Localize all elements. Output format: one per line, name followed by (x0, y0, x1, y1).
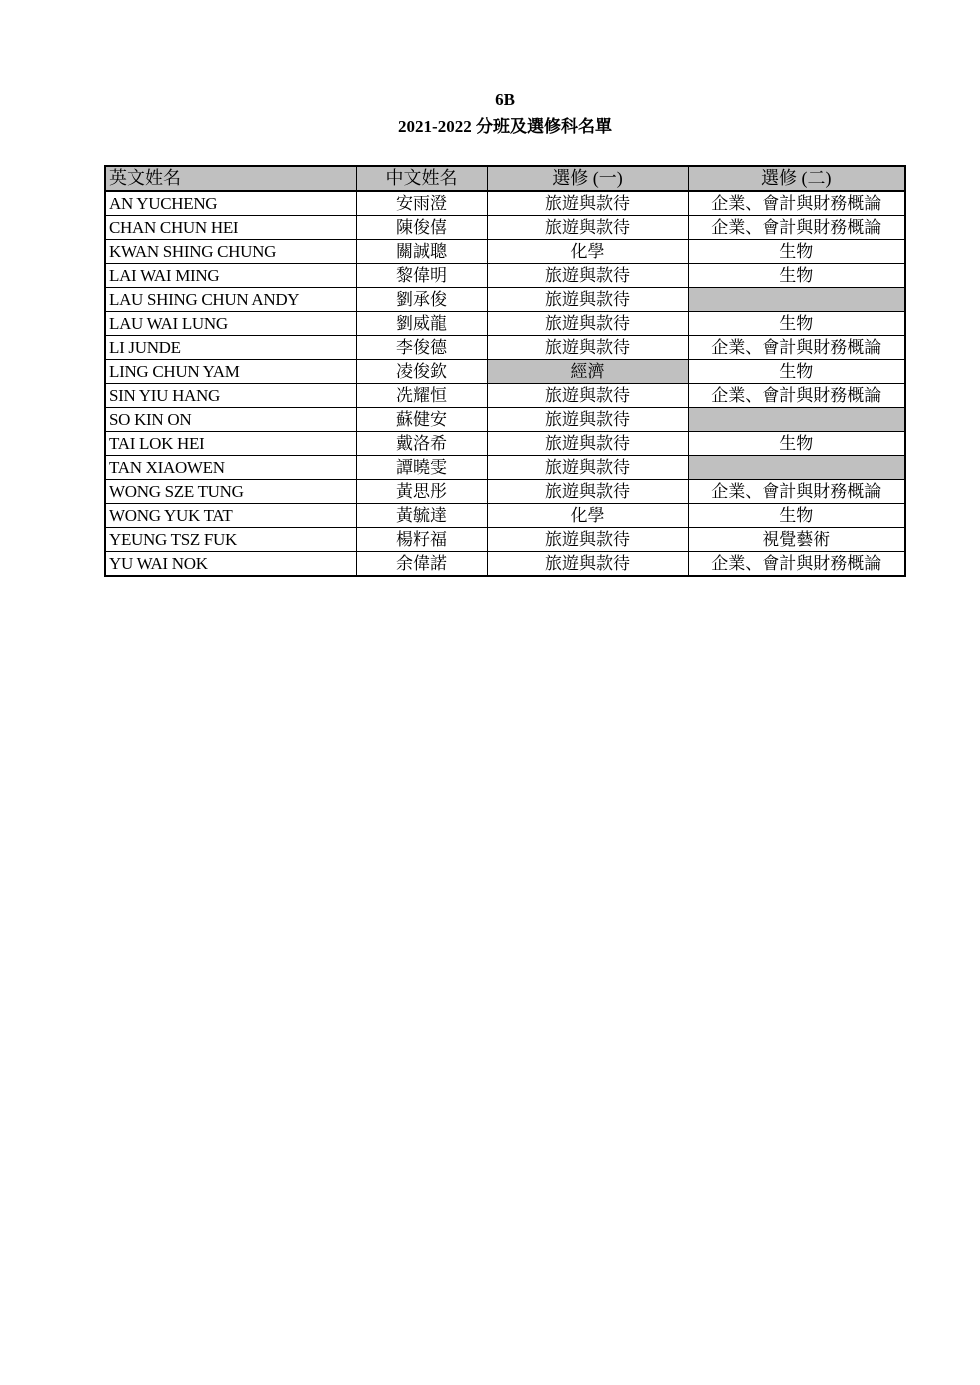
chinese-name-cell: 安雨澄 (356, 191, 487, 216)
elective-2-cell: 生物 (688, 264, 905, 288)
page-header (0, 86, 980, 140)
chinese-name-cell: 陳俊僖 (356, 216, 487, 240)
english-name-cell: SO KIN ON (105, 408, 356, 432)
english-name-cell: CHAN CHUN HEI (105, 216, 356, 240)
page-title: 2021-2022 分班及選修科名單 (398, 117, 612, 136)
elective-2-cell: 生物 (688, 360, 905, 384)
chinese-name-cell: 余偉諾 (356, 552, 487, 577)
english-name-cell: AN YUCHENG (105, 191, 356, 216)
chinese-name-cell: 凌俊欽 (356, 360, 487, 384)
elective-1-cell: 旅遊與款待 (487, 408, 688, 432)
chinese-name-cell: 戴洛希 (356, 432, 487, 456)
elective-2-cell: 企業、會計與財務概論 (688, 191, 905, 216)
table-body (105, 191, 905, 576)
table-header-row (105, 166, 905, 191)
column-header-english-name: 英文姓名 (105, 166, 356, 191)
table-row (105, 504, 905, 528)
english-name-cell: YEUNG TSZ FUK (105, 528, 356, 552)
column-header-elective-2: 選修 (二) (688, 166, 905, 191)
chinese-name-cell: 冼耀恒 (356, 384, 487, 408)
elective-2-cell: 視覺藝術 (688, 528, 905, 552)
elective-1-cell: 旅遊與款待 (487, 264, 688, 288)
elective-2-cell: 企業、會計與財務概論 (688, 216, 905, 240)
table-row (105, 240, 905, 264)
elective-2-cell (688, 408, 905, 432)
elective-1-cell: 旅遊與款待 (487, 336, 688, 360)
english-name-cell: KWAN SHING CHUNG (105, 240, 356, 264)
english-name-cell: TAI LOK HEI (105, 432, 356, 456)
elective-1-cell: 旅遊與款待 (487, 384, 688, 408)
elective-roster-table (104, 165, 906, 577)
elective-1-cell: 旅遊與款待 (487, 528, 688, 552)
chinese-name-cell: 黃毓達 (356, 504, 487, 528)
table-row (105, 264, 905, 288)
table-row (105, 384, 905, 408)
table-row (105, 288, 905, 312)
english-name-cell: YU WAI NOK (105, 552, 356, 577)
english-name-cell: WONG SZE TUNG (105, 480, 356, 504)
table-row (105, 336, 905, 360)
english-name-cell: WONG YUK TAT (105, 504, 356, 528)
elective-1-cell: 旅遊與款待 (487, 216, 688, 240)
elective-1-cell: 旅遊與款待 (487, 288, 688, 312)
elective-2-cell: 生物 (688, 312, 905, 336)
english-name-cell: LAI WAI MING (105, 264, 356, 288)
chinese-name-cell: 黃思彤 (356, 480, 487, 504)
class-name: 6B (495, 90, 515, 109)
chinese-name-cell: 劉威龍 (356, 312, 487, 336)
chinese-name-cell: 劉承俊 (356, 288, 487, 312)
elective-1-cell: 旅遊與款待 (487, 432, 688, 456)
column-header-elective-1: 選修 (一) (487, 166, 688, 191)
elective-2-cell: 企業、會計與財務概論 (688, 336, 905, 360)
table-row (105, 408, 905, 432)
english-name-cell: LI JUNDE (105, 336, 356, 360)
elective-2-cell: 生物 (688, 240, 905, 264)
chinese-name-cell: 譚曉雯 (356, 456, 487, 480)
english-name-cell: SIN YIU HANG (105, 384, 356, 408)
elective-2-cell (688, 456, 905, 480)
elective-1-cell: 化學 (487, 504, 688, 528)
chinese-name-cell: 楊籽福 (356, 528, 487, 552)
table-row (105, 432, 905, 456)
elective-1-cell: 經濟 (487, 360, 688, 384)
elective-1-cell: 化學 (487, 240, 688, 264)
chinese-name-cell: 黎偉明 (356, 264, 487, 288)
chinese-name-cell: 李俊德 (356, 336, 487, 360)
elective-2-cell: 生物 (688, 504, 905, 528)
english-name-cell: TAN XIAOWEN (105, 456, 356, 480)
table-row (105, 480, 905, 504)
elective-1-cell: 旅遊與款待 (487, 480, 688, 504)
elective-1-cell: 旅遊與款待 (487, 191, 688, 216)
elective-2-cell: 企業、會計與財務概論 (688, 384, 905, 408)
table-row (105, 528, 905, 552)
english-name-cell: LAU SHING CHUN ANDY (105, 288, 356, 312)
chinese-name-cell: 蘇健安 (356, 408, 487, 432)
elective-1-cell: 旅遊與款待 (487, 456, 688, 480)
elective-2-cell: 生物 (688, 432, 905, 456)
elective-1-cell: 旅遊與款待 (487, 552, 688, 577)
chinese-name-cell: 關誠聰 (356, 240, 487, 264)
english-name-cell: LAU WAI LUNG (105, 312, 356, 336)
table-row (105, 456, 905, 480)
elective-2-cell (688, 288, 905, 312)
table-row (105, 360, 905, 384)
table-row (105, 216, 905, 240)
elective-2-cell: 企業、會計與財務概論 (688, 480, 905, 504)
elective-2-cell: 企業、會計與財務概論 (688, 552, 905, 577)
english-name-cell: LING CHUN YAM (105, 360, 356, 384)
column-header-chinese-name: 中文姓名 (356, 166, 487, 191)
table-row (105, 312, 905, 336)
table-row (105, 191, 905, 216)
elective-1-cell: 旅遊與款待 (487, 312, 688, 336)
table-row (105, 552, 905, 577)
